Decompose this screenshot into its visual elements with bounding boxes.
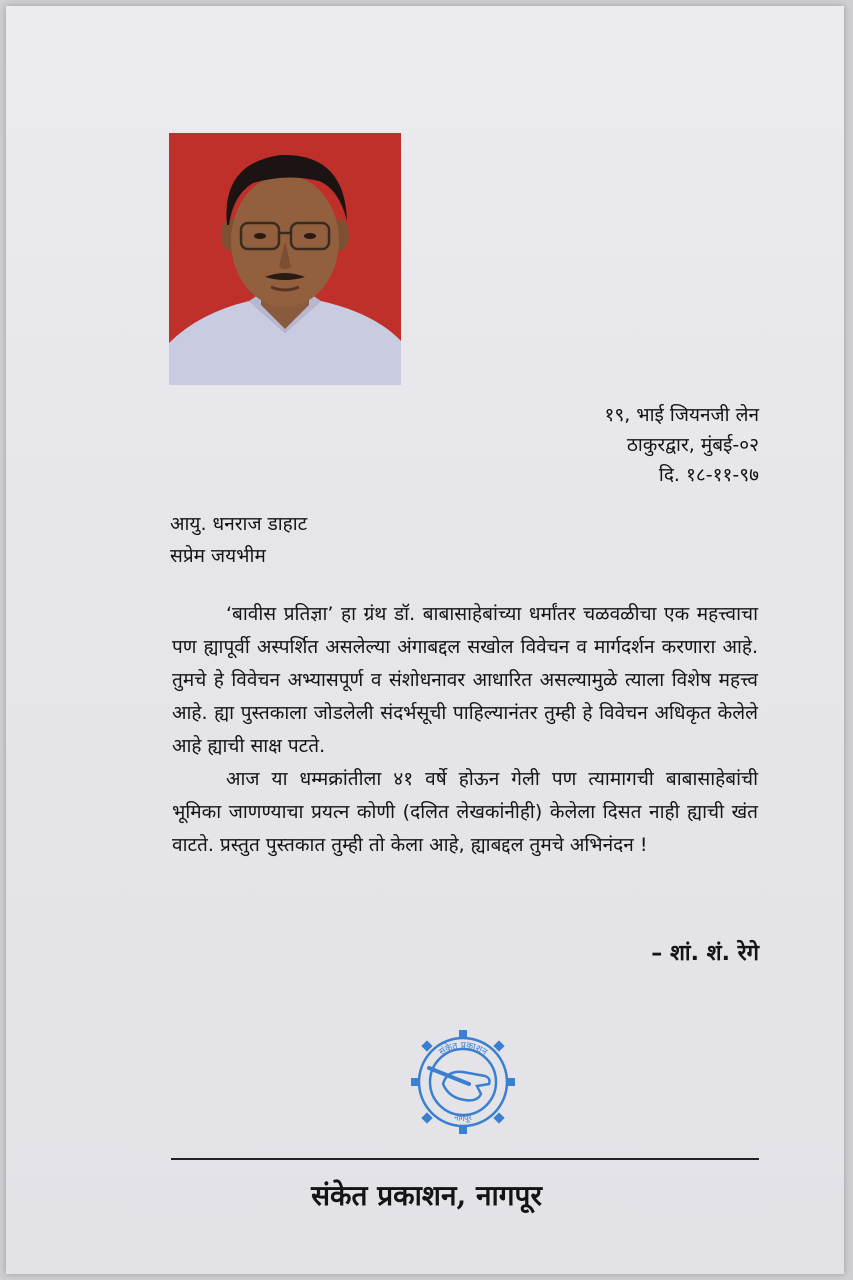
letter-signature: – शां. शं. रेगे: [651, 941, 759, 966]
address-line-2: ठाकुरद्वार, मुंबई-०२: [626, 434, 759, 456]
letter-paragraph-2: आज या धम्मक्रांतीला ४१ वर्षे होऊन गेली पण त्यामागची बाबासाहेबांची भूमिका जाणण्याचा प्रयत्न कोणी (दलित लेखकांनीही) केलेला दिसत नाही ह्याची खंत वाटते. प्रस्तुत पुस्तकात तुम्ही तो केला आहे, ह्याबद्दल तुमचे अभिनंदन !: [172, 768, 758, 856]
letter-body: [172, 598, 758, 862]
address-line-1: १९, भाई जियनजी लेन: [604, 404, 759, 426]
publisher-name: संकेत प्रकाशन, नागपूर: [311, 1179, 542, 1212]
author-photo: [169, 133, 401, 385]
letter-address: [604, 400, 759, 490]
letter-date: दि. १८-११-९७: [658, 464, 759, 486]
logo-text-top: संकेत प्रकाशन: [437, 1040, 489, 1058]
recipient-name: आयु. धनराज डाहाट: [170, 513, 308, 535]
letter-paragraph-1: ‘बावीस प्रतिज्ञा’ हा ग्रंथ डॉ. बाबासाहेबांच्या धर्मांतर चळवळीचा एक महत्त्वाचा पण ह्यापूर्वी अस्पर्शित असलेल्या अंगाबद्दल सखोल विवेचन व मार्गदर्शन करणारा आहे. तुमचे हे विवेचन अभ्यासपूर्ण व संशोधनावर आधारित असल्यामुळे त्याला विशेष महत्त्व आहे. ह्या पुस्तकाला जोडलेली संदर्भसूची पाहिल्यानंतर तुम्ही हे विवेचन अधिकृत केलेले आहे ह्याची साक्ष पटते.: [172, 603, 758, 757]
footer-divider: [171, 1158, 759, 1160]
salutation: सप्रेम जयभीम: [170, 545, 266, 567]
publisher-logo-icon: [407, 1026, 519, 1138]
letter-greeting: [170, 508, 307, 572]
logo-text-bottom: नागपूर: [453, 1112, 473, 1124]
